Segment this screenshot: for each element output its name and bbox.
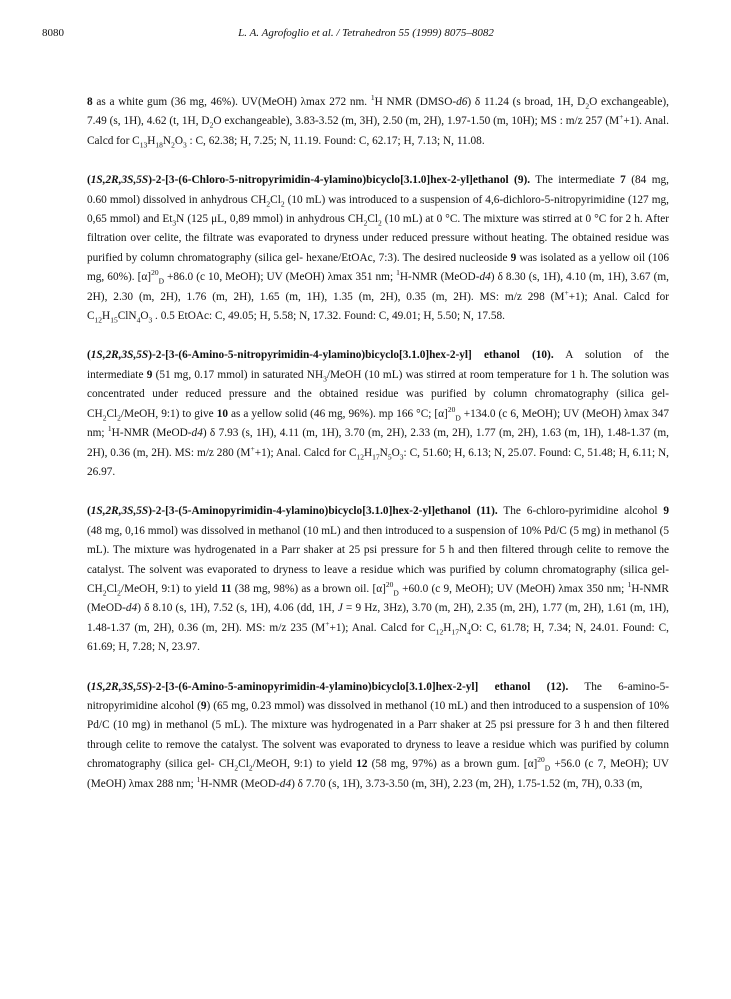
page-number: 8080	[42, 27, 64, 39]
paragraph-compound-8-data: 8 as a white gum (36 mg, 46%). UV(MeOH) λmax 272 nm. $^1$H NMR (DMSO-d6) δ 11.24 (s broad, 1H, $D_2O$ exchangeable), 7.49 (s, 1H), 4.62 (t, 1H, $D_2O$ exchangeable), 3.83-3.52 (m, 3H), 2.50 (m, 2H), 1.97-1.50 (m, 10H); MS : m/z 257 (M++1). Anal. Calcd for $C_{13}H_{18}N_2O_3$ : C, 62.38; H, 7.25; N, 11.19. Found: C, 62.17; H, 7.13; N, 11.08.	[87, 93, 669, 150]
paragraph-compound-11: (1S,2R,3S,5S)-2-[3-(5-Aminopyrimidin-4-ylamino)bicyclo[3.1.0]hex-2-yl]ethanol (11). The 6-chloro-pyrimidine alcohol 9 (48 mg, 0,16 mmol) was dissolved in methanol (10 mL) and then introduced to a suspension of 10% Pd/C (5 mg) in methanol (5 mL). The mixture was hydrogenated in a Parr shaker at 25 psi pressure for 5 h and then filtered through celite to remove the catalyst. The solvent was evaporated to dryness to leave a residue which was purified by column chromatography (silica gel- $CH_2Cl_2$/MeOH, 9:1) to yield 11 (38 mg, 98%) as a brown oil. $[\alpha]^{20}_D +60.0$ (c 9, MeOH); UV (MeOH) λmax 350 nm; $^1$H-NMR (MeOD-d4) δ 8.10 (s, 1H), 7.52 (s, 1H), 4.06 (dd, 1H, J = 9 Hz, 3Hz), 3.70 (m, 2H), 2.35 (m, 2H), 1.77 (m, 2H), 1.61 (m, 1H), 1.48-1.37 (m, 2H), 0.36 (m, 2H). MS: m/z 235 (M++1); Anal. Calcd for $C_{12}H_{17}N_4O$: C, 61.78; H, 7.34; N, 24.01. Found: C, 61.69; H, 7.28; N, 23.97.	[87, 505, 670, 654]
page-header	[42, 27, 690, 43]
paragraph-compound-10: (1S,2R,3S,5S)-2-[3-(6-Amino-5-nitropyrimidin-4-ylamino)bicyclo[3.1.0]hex-2-yl] ethanol (10). A solution of the intermediate 9 (51 mg, 0.17 mmol) in saturated $NH_3$/MeOH (10 mL) was stirred at room temperature for 1 h. The solution was concentrated under reduced pressure and the obtained residue was purified by column chromatography (silica gel- $CH_2Cl_2$/MeOH, 9:1) to give 10 as a yellow solid (46 mg, 96%). mp 166 °C; $[\alpha]^{20}_D +134.0$ (c 6, MeOH); UV (MeOH) λmax 347 nm; $^1$H-NMR (MeOD-d4) δ 7.93 (s, 1H), 4.11 (m, 1H), 3.70 (m, 2H), 2.33 (m, 2H), 1.77 (m, 2H), 1.63 (m, 1H), 1.48-1.37 (m, 2H), 0.36 (m, 2H). MS: m/z 280 (M++1); Anal. Calcd for $C_{12}H_{17}N_5O_3$: C, 51.60; H, 6.13; N, 25.07. Found: C, 51.48; H, 6.11; N, 26.97.	[87, 349, 670, 478]
paragraph-compound-9: (1S,2R,3S,5S)-2-[3-(6-Chloro-5-nitropyrimidin-4-ylamino)bicyclo[3.1.0]hex-2-yl]ethanol (9). The intermediate 7 (84 mg, 0.60 mmol) dissolved in anhydrous $CH_2Cl_2$ (10 mL) was introduced to a suspension of 4,6-dichloro-5-nitropyrimidine (127 mg, 0,65 mmol) and $Et_3N$ (125 μL, 0,89 mmol) in anhydrous $CH_2Cl_2$ (10 mL) at 0 °C. The mixture was stirred at 0 °C for 2 h. After filtration over celite, the filtrate was evaporated to dryness under reduced pressure without heating. The obtained residue was purified by column chromatography (silica gel- hexane/EtOAc, 7:3). The desired nucleoside 9 was isolated as a yellow oil (106 mg, 60%). $[\alpha]^{20}_D +86.0$ (c 10, MeOH); UV (MeOH) λmax 351 nm; $^1$H-NMR (MeOD-d4) δ 8.30 (s, 1H), 4.10 (m, 1H), 3.67 (m, 2H), 2.30 (m, 2H), 1.76 (m, 2H), 1.65 (m, 1H), 1.35 (m, 2H), 0.35 (m, 2H). MS: m/z 298 (M++1); Anal. Calcd for $C_{12}H_{15}ClN_4O_3$ . 0.5 EtOAc: C, 49.05; H, 5.58; N, 17.32. Found: C, 49.01; H, 5.50; N, 17.58.	[87, 174, 670, 325]
paragraph-compound-12: (1S,2R,3S,5S)-2-[3-(6-Amino-5-aminopyrimidin-4-ylamino)bicyclo[3.1.0]hex-2-yl] ethanol (12). The 6-amino-5-nitropyrimidine alcohol (9) (65 mg, 0.23 mmol) was dissolved in methanol (10 mL) and then introduced to a suspension of 10% Pd/C (10 mg) in methanol (5 mL). The mixture was hydrogenated in a Parr shaker at 25 psi pressure for 3 h and then filtered through celite to remove the catalyst. The solvent was evaporated to dryness to leave a residue which was purified by column chromatography (silica gel- $CH_2Cl_2$/MeOH, 9:1) to yield 12 (58 mg, 97%) as a brown gum. $[\alpha]^{20}_D +56.0$ (c 7, MeOH); UV (MeOH) λmax 288 nm; $^1$H-NMR (MeOD-d4) δ 7.70 (s, 1H), 3.73-3.50 (m, 3H), 2.23 (m, 2H), 1.75-1.52 (m, 7H), 0.33 (m,	[87, 680, 670, 790]
running-head: L. A. Agrofoglio et al. / Tetrahedron 55 (1999) 8075–8082	[238, 27, 494, 39]
article-body	[87, 93, 669, 814]
